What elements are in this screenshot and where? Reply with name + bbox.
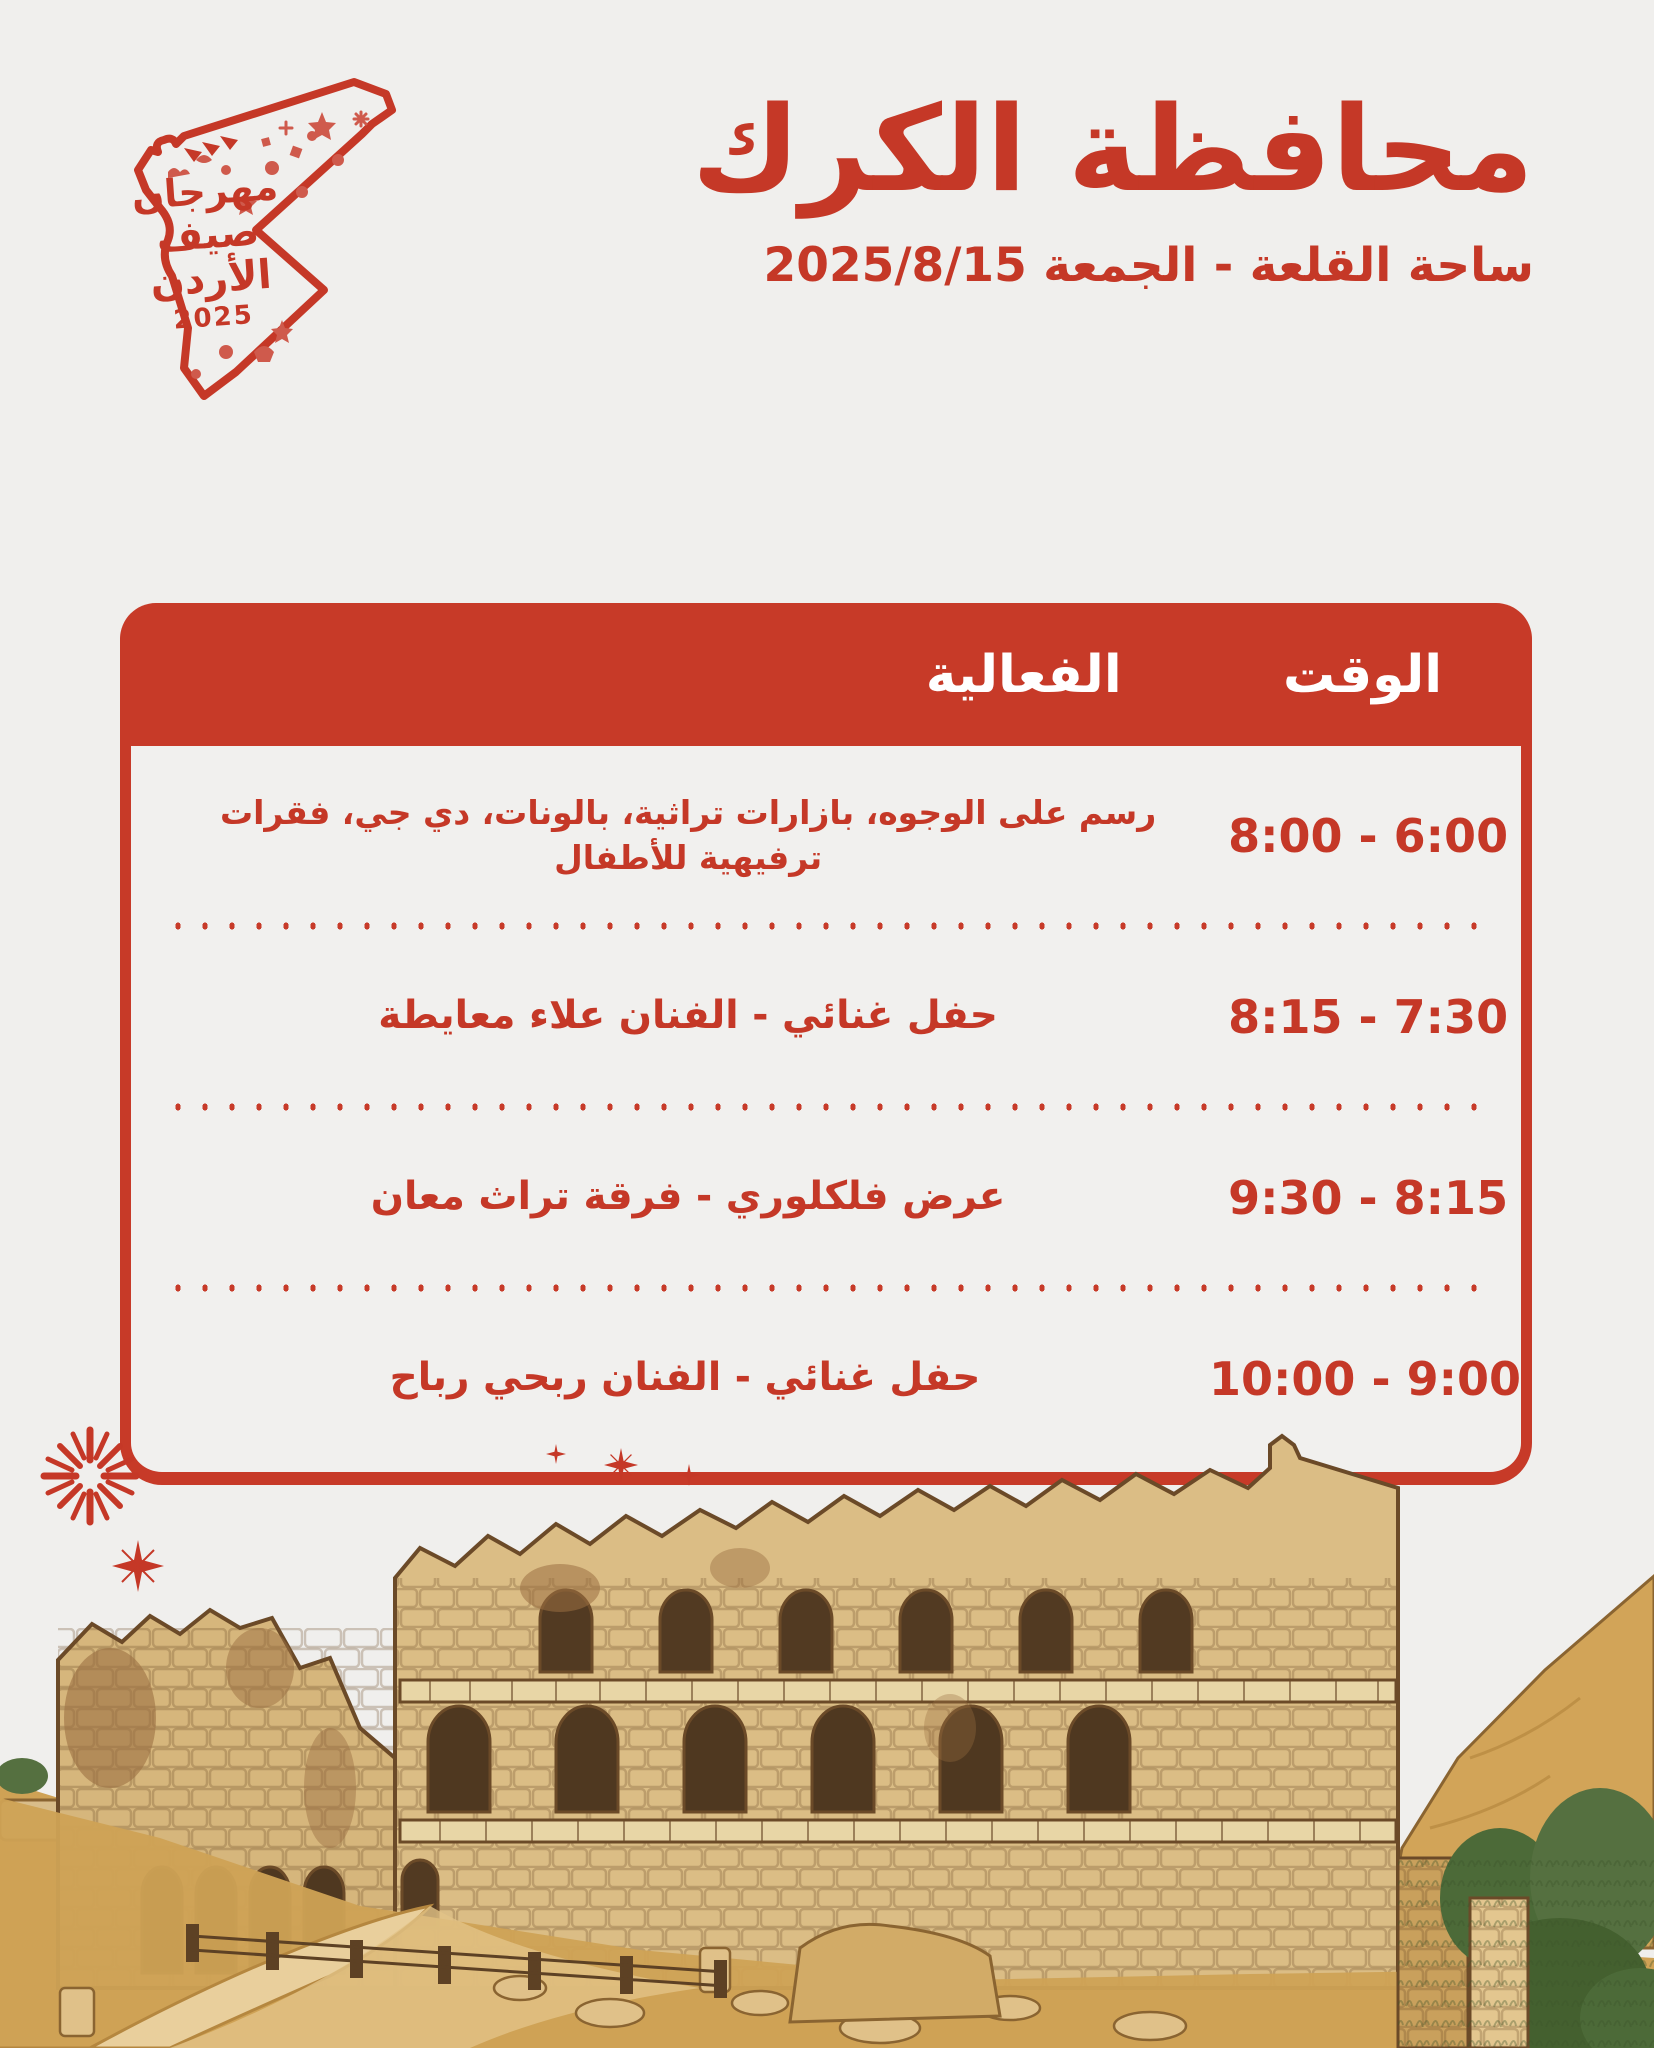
dotted-divider [159, 1100, 1493, 1114]
dotted-divider [159, 919, 1493, 933]
row-time: 8:15 - 9:30 [1228, 1170, 1509, 1225]
table-row [131, 933, 1521, 1100]
table-row [131, 752, 1521, 919]
row-time: 7:30 - 8:15 [1228, 989, 1509, 1044]
schedule-body [120, 746, 1532, 1485]
row-activity: حفل غنائي - الفنان ربحي رباح [389, 1355, 981, 1401]
dotted-divider [159, 1281, 1493, 1295]
schedule-header [120, 603, 1532, 746]
page-title: محافظة الكرك [691, 80, 1534, 218]
festival-logo-text [128, 165, 289, 338]
column-header-activity: الفعالية [925, 644, 1122, 705]
row-time: 9:00 - 10:00 [1209, 1351, 1521, 1406]
row-activity: عرض فلكلوري - فرقة تراث معان [370, 1174, 1006, 1220]
title-block [534, 80, 1534, 293]
logo-word-3: الأردن [148, 252, 273, 307]
logo-word-2: صيف [155, 208, 261, 262]
column-header-time: الوقت [1283, 644, 1443, 705]
page-subtitle: ساحة القلعة - الجمعة 2025/8/15 [763, 237, 1534, 293]
row-activity: رسم على الوجوه، بازارات تراثية، بالونات، دي جي، فقرات ترفيهية للأطفال [219, 792, 1157, 877]
logo-year: 2025 [172, 300, 255, 336]
row-activity: حفل غنائي - الفنان علاء معايطة [378, 993, 998, 1039]
table-row [131, 1114, 1521, 1281]
row-time: 6:00 - 8:00 [1228, 808, 1509, 863]
logo-word-1: مهرجان [130, 164, 280, 219]
festival-logo [76, 52, 416, 402]
castle-illustration [0, 1428, 1654, 2048]
schedule-card [120, 603, 1532, 1508]
